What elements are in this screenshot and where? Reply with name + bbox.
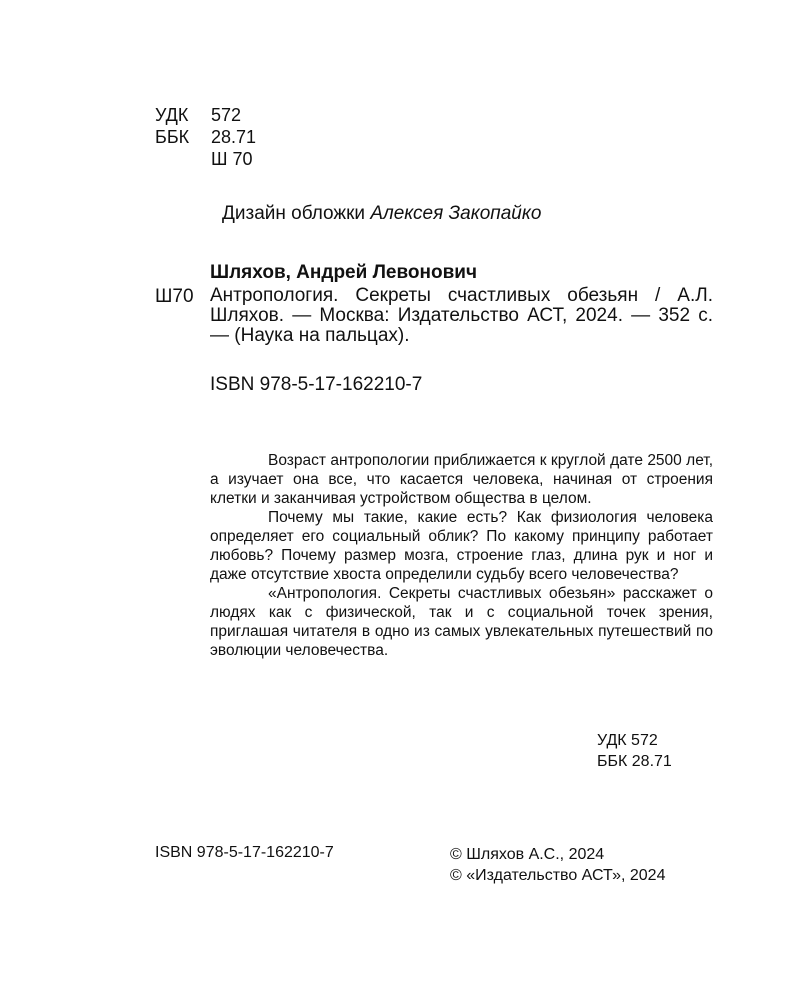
copyright-publisher: © «Издательство АСТ», 2024 bbox=[450, 867, 666, 884]
design-credit-prefix: Дизайн обложки bbox=[222, 203, 366, 224]
annotation-paragraph: Почему мы такие, какие есть? Как физиология человека определяет его социальный облик? По какому принципу работает любовь? Почему размер мозга, строение глаз, длина рук и ног и даже отсутствие хвоста определили судьбу всего человечества? bbox=[210, 509, 713, 583]
udk-value: 572 bbox=[211, 105, 242, 125]
isbn-footer: ISBN 978-5-17-162210-7 bbox=[155, 844, 334, 861]
bbk-label: ББК bbox=[155, 127, 190, 147]
udk-label: УДК bbox=[155, 105, 189, 125]
copyright-block bbox=[450, 844, 665, 886]
bottom-bbk: ББК 28.71 bbox=[597, 753, 672, 770]
copyright-author: © Шляхов А.С., 2024 bbox=[450, 846, 605, 863]
bottom-classification bbox=[597, 730, 672, 772]
isbn-main: ISBN 978-5-17-162210-7 bbox=[210, 374, 423, 395]
cover-design-credit bbox=[222, 203, 541, 225]
annotation bbox=[210, 451, 713, 660]
author-mark: Ш 70 bbox=[211, 149, 253, 169]
bottom-udk: УДК 572 bbox=[597, 732, 658, 749]
designer-name: Алексея Закопайко bbox=[370, 203, 542, 224]
bibliographic-author: Шляхов, Андрей Левонович bbox=[210, 262, 477, 283]
author-code: Ш70 bbox=[155, 286, 194, 307]
bbk-value: 28.71 bbox=[211, 127, 257, 147]
annotation-paragraph: «Антропология. Секреты счастливых обезьян» расскажет о людях как с физической, так и с социальной точек зрения, приглашая читателя в одно из самых увлекательных путешествий по эволюции человечества. bbox=[210, 585, 713, 659]
bibliographic-entry: Антропология. Секреты счастливых обезьян / А.Л. Шляхов. — Москва: Издательство АСТ, 2024. — 352 с. — (Наука на пальцах). bbox=[210, 285, 713, 346]
classification-block bbox=[155, 104, 256, 170]
annotation-paragraph: Возраст антропологии приближается к круглой дате 2500 лет, а изучает она все, что касается человека, начиная от строения клетки и заканчивая устройством общества в целом. bbox=[210, 452, 713, 507]
